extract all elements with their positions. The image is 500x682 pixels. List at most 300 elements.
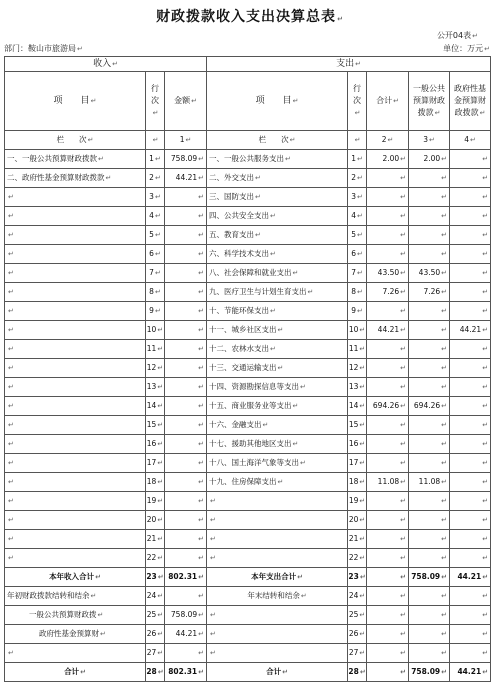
expense-total-cell-text: 11.08 [377,477,400,486]
paragraph-mark-icon: ↵ [255,231,261,239]
income-amount-cell [165,340,207,359]
paragraph-mark-icon: ↵ [8,649,14,657]
expense-item-cell [207,397,348,416]
income-item-cell [5,150,146,169]
paragraph-mark-icon: ↵ [359,478,366,486]
income-line-no-cell-text: 27 [146,648,157,657]
expense-item-cell [207,302,348,321]
paragraph-mark-icon: ↵ [482,326,489,334]
expense-total-cell [367,245,409,264]
paragraph-mark-icon: ↵ [441,364,448,372]
column-row-label: 栏 次↵ [5,131,146,150]
gov-fund-cell [450,454,491,473]
paragraph-mark-icon: ↵ [441,440,448,448]
paragraph-mark-icon: ↵ [198,231,205,239]
expense-item-cell [207,169,348,188]
expense-total-cell [367,302,409,321]
paragraph-mark-icon: ↵ [359,535,366,543]
paragraph-mark-icon: ↵ [441,573,448,581]
income-line-no-cell-text: 9 [149,306,154,315]
paragraph-mark-icon: ↵ [198,592,205,600]
income-line-no-cell-text: 1 [149,154,154,163]
paragraph-mark-icon: ↵ [441,649,448,657]
expense-item-cell [207,359,348,378]
expense-line-no-cell [348,530,367,549]
paragraph-mark-icon: ↵ [157,326,164,334]
expense-line-no-cell-text: 23 [348,572,359,581]
paragraph-mark-icon: ↵ [300,592,307,600]
gov-fund-cell [450,587,491,606]
expense-line-no-cell [348,416,367,435]
paragraph-mark-icon: ↵ [95,573,101,581]
income-item-cell-text: 年初财政拨款结转和结余 [7,591,90,600]
expense-line-no-cell-text: 21 [348,534,359,543]
income-amount-cell [165,587,207,606]
general-budget-cell [409,492,450,511]
paragraph-mark-icon: ↵ [441,516,448,524]
paragraph-mark-icon: ↵ [482,383,489,391]
department-label [4,43,83,54]
form-number [437,30,478,41]
paragraph-mark-icon: ↵ [8,440,14,448]
paragraph-mark-icon: ↵ [157,383,164,391]
table-row [5,625,491,644]
expense-total-cell [367,340,409,359]
gov-fund-cell [450,663,491,682]
income-line-no-cell-text: 11 [146,344,157,353]
expense-total-cell [367,150,409,169]
income-line-no-cell-text: 15 [146,420,157,429]
paragraph-mark-icon: ↵ [441,554,448,562]
paragraph-mark-icon: ↵ [292,440,299,448]
table-row [5,568,491,587]
paragraph-mark-icon: ↵ [359,364,366,372]
paragraph-mark-icon: ↵ [356,174,363,182]
income-line-no-cell-text: 20 [146,515,157,524]
expense-line-no-cell [348,302,367,321]
paragraph-mark-icon: ↵ [198,440,205,448]
expense-item-cell-text: 十七、援助其他地区支出 [209,439,292,448]
table-row [5,169,491,188]
paragraph-mark-icon: ↵ [8,554,14,562]
expense-total-cell [367,473,409,492]
paragraph-mark-icon: ↵ [400,174,407,182]
paragraph-mark-icon: ↵ [277,364,284,372]
gov-fund-cell [450,511,491,530]
gov-fund-cell [450,226,491,245]
paragraph-mark-icon: ↵ [356,155,363,163]
income-line-no-cell [146,302,165,321]
paragraph-mark-icon: ↵ [482,440,489,448]
income-line-no-cell-text: 24 [146,591,157,600]
paragraph-mark-icon: ↵ [441,250,448,258]
paragraph-mark-icon: ↵ [428,136,435,144]
expense-line-no-cell-text: 16 [348,439,359,448]
paragraph-mark-icon: ↵ [198,212,205,220]
income-line-no-cell-text: 19 [146,496,157,505]
paragraph-mark-icon: ↵ [472,32,478,40]
paragraph-mark-icon: ↵ [482,250,489,258]
paragraph-mark-icon: ↵ [154,250,161,258]
paragraph-mark-icon: ↵ [400,497,407,505]
expense-total-cell [367,549,409,568]
income-line-no-cell [146,150,165,169]
paragraph-mark-icon: ↵ [356,231,363,239]
paragraph-mark-icon: ↵ [77,45,83,53]
paragraph-mark-icon: ↵ [198,193,205,201]
general-budget-cell [409,226,450,245]
expense-item-cell [207,264,348,283]
income-line-no-cell [146,207,165,226]
paragraph-mark-icon: ↵ [8,421,14,429]
paragraph-mark-icon: ↵ [356,193,363,201]
column-row-blank [146,131,165,150]
paragraph-mark-icon: ↵ [441,459,448,467]
paragraph-mark-icon: ↵ [270,345,276,353]
paragraph-mark-icon: ↵ [198,250,205,258]
expense-item-cell-text: 合计 [266,667,282,676]
header-amount: 金额↵ [165,72,207,131]
expense-item-cell-text: 十一、城乡社区支出 [209,325,277,334]
expense-item-cell [207,188,348,207]
paragraph-mark-icon: ↵ [482,402,489,410]
income-item-cell [5,663,146,682]
income-item-cell [5,207,146,226]
paragraph-mark-icon: ↵ [8,288,14,296]
paragraph-mark-icon: ↵ [355,60,361,68]
paragraph-mark-icon: ↵ [441,630,448,638]
paragraph-mark-icon: ↵ [482,535,489,543]
general-budget-cell [409,549,450,568]
paragraph-mark-icon: ↵ [152,136,159,144]
income-amount-cell [165,321,207,340]
paragraph-mark-icon: ↵ [270,212,276,220]
income-item-cell [5,416,146,435]
paragraph-mark-icon: ↵ [270,250,276,258]
paragraph-mark-icon: ↵ [441,326,448,334]
expense-total-cell [367,568,409,587]
income-item-cell-text: 合计 [64,667,80,676]
gov-fund-cell-text: 44.21 [457,667,482,676]
paragraph-mark-icon: ↵ [100,630,106,638]
paragraph-mark-icon: ↵ [359,516,366,524]
expense-line-no-cell-text: 27 [348,648,359,657]
gov-fund-cell-text: 44.21 [457,572,482,581]
income-item-cell [5,188,146,207]
paragraph-mark-icon: ↵ [441,212,448,220]
section-header-row [5,57,491,72]
paragraph-mark-icon: ↵ [482,573,489,581]
expense-item-cell [207,568,348,587]
paragraph-mark-icon: ↵ [210,611,216,619]
expense-item-cell [207,416,348,435]
income-line-no-cell [146,245,165,264]
table-row [5,397,491,416]
general-budget-cell [409,169,450,188]
paragraph-mark-icon: ↵ [482,288,489,296]
expense-line-no-cell [348,606,367,625]
paragraph-mark-icon: ↵ [441,269,448,277]
income-line-no-cell [146,644,165,663]
income-item-cell [5,321,146,340]
expense-line-no-cell [348,644,367,663]
paragraph-mark-icon: ↵ [482,497,489,505]
paragraph-mark-icon: ↵ [157,497,164,505]
income-line-no-cell [146,169,165,188]
paragraph-mark-icon: ↵ [154,231,161,239]
expense-item-cell [207,473,348,492]
table-row [5,549,491,568]
paragraph-mark-icon: ↵ [441,288,448,296]
paragraph-mark-icon: ↵ [8,459,14,467]
expense-item-cell-text: 一、一般公共服务支出 [209,154,285,163]
table-row [5,359,491,378]
income-line-no-cell-text: 4 [149,211,154,220]
income-amount-cell [165,644,207,663]
expense-line-no-cell-text: 19 [348,496,359,505]
paragraph-mark-icon: ↵ [198,554,205,562]
paragraph-mark-icon: ↵ [300,383,306,391]
expense-item-cell [207,150,348,169]
paragraph-mark-icon: ↵ [105,174,112,182]
gov-fund-cell [450,283,491,302]
paragraph-mark-icon: ↵ [292,269,299,277]
paragraph-mark-icon: ↵ [97,611,104,619]
paragraph-mark-icon: ↵ [157,535,164,543]
income-line-no-cell [146,492,165,511]
expense-line-no-cell-text: 8 [351,287,356,296]
header-gov-fund: 政府性基金预算财政拨款↵ [450,72,491,131]
paragraph-mark-icon: ↵ [441,402,448,410]
paragraph-mark-icon: ↵ [154,212,161,220]
paragraph-mark-icon: ↵ [277,326,284,334]
income-line-no-cell-text: 8 [149,287,154,296]
general-budget-cell-text: 694.26 [413,401,441,410]
paragraph-mark-icon: ↵ [400,668,407,676]
income-line-no-cell-text: 16 [146,439,157,448]
paragraph-mark-icon: ↵ [210,516,216,524]
table-row [5,435,491,454]
income-item-cell [5,473,146,492]
paragraph-mark-icon: ↵ [387,136,394,144]
income-amount-cell [165,264,207,283]
paragraph-mark-icon: ↵ [157,345,164,353]
paragraph-mark-icon: ↵ [482,269,489,277]
paragraph-mark-icon: ↵ [359,459,366,467]
expense-total-cell [367,416,409,435]
expense-total-cell-text: 694.26 [372,401,400,410]
expense-total-cell [367,663,409,682]
paragraph-mark-icon: ↵ [400,326,407,334]
paragraph-mark-icon: ↵ [359,440,366,448]
gov-fund-cell-text: 44.21 [459,325,482,334]
income-line-no-cell-text: 18 [146,477,157,486]
paragraph-mark-icon: ↵ [8,307,14,315]
expense-line-no-cell-text: 1 [351,154,356,163]
paragraph-mark-icon: ↵ [210,649,216,657]
income-amount-cell [165,226,207,245]
paragraph-mark-icon: ↵ [482,611,489,619]
department-text: 部门：鞍山市旅游局 [4,44,76,53]
table-row [5,283,491,302]
paragraph-mark-icon: ↵ [356,250,363,258]
table-row [5,207,491,226]
income-line-no-cell [146,397,165,416]
fiscal-summary-table [4,56,491,682]
expense-item-cell-text: 三、国防支出 [209,192,255,201]
paragraph-mark-icon: ↵ [482,193,489,201]
paragraph-mark-icon: ↵ [154,288,161,296]
paragraph-mark-icon: ↵ [400,459,407,467]
expense-item-cell [207,511,348,530]
expense-item-cell [207,663,348,682]
expense-total-cell-text: 44.21 [377,325,400,334]
income-line-no-cell [146,435,165,454]
income-line-no-cell-text: 17 [146,458,157,467]
income-item-cell [5,302,146,321]
paragraph-mark-icon: ↵ [400,421,407,429]
paragraph-mark-icon: ↵ [400,345,407,353]
expense-item-cell [207,530,348,549]
income-item-cell [5,283,146,302]
column-row-amount: 1↵ [165,131,207,150]
expense-line-no-cell-text: 28 [348,667,359,676]
income-line-no-cell [146,321,165,340]
expense-item-cell-text: 十六、金融支出 [209,420,262,429]
paragraph-mark-icon: ↵ [482,516,489,524]
expense-item-cell-text: 五、教育支出 [209,230,255,239]
expense-line-no-cell [348,188,367,207]
expense-item-cell [207,625,348,644]
expense-item-cell [207,454,348,473]
paragraph-mark-icon: ↵ [482,155,489,163]
paragraph-mark-icon: ↵ [441,193,448,201]
paragraph-mark-icon: ↵ [484,45,490,53]
expense-line-no-cell [348,340,367,359]
paragraph-mark-icon: ↵ [482,554,489,562]
expense-line-no-cell [348,492,367,511]
title-text: 财政拨款收入支出决算总表 [156,9,337,25]
paragraph-mark-icon: ↵ [292,402,299,410]
paragraph-mark-icon: ↵ [400,516,407,524]
income-line-no-cell [146,530,165,549]
column-row-blank-expense [348,131,367,150]
paragraph-mark-icon: ↵ [400,250,407,258]
paragraph-mark-icon: ↵ [191,97,197,105]
income-line-no-cell [146,473,165,492]
income-line-no-cell-text: 21 [146,534,157,543]
general-budget-cell-text: 11.08 [418,477,441,486]
income-item-cell-text: 政府性基金预算财 [39,629,99,638]
paragraph-mark-icon: ↵ [359,554,366,562]
header-general-budget: 一般公共预算财政拨款↵ [409,72,450,131]
income-line-no-cell-text: 5 [149,230,154,239]
income-line-no-cell [146,283,165,302]
paragraph-mark-icon: ↵ [154,174,161,182]
paragraph-mark-icon: ↵ [210,535,216,543]
expense-total-cell [367,207,409,226]
expense-line-no-cell [348,568,367,587]
income-item-cell [5,340,146,359]
paragraph-mark-icon: ↵ [198,478,205,486]
paragraph-mark-icon: ↵ [479,109,486,117]
expense-item-cell [207,606,348,625]
income-amount-cell-text: 802.31 [168,572,198,581]
income-line-no-cell-text: 13 [146,382,157,391]
column-row-fund: 4↵ [450,131,491,150]
paragraph-mark-icon: ↵ [441,478,448,486]
general-budget-cell [409,644,450,663]
paragraph-mark-icon: ↵ [356,288,363,296]
income-line-no-cell [146,663,165,682]
paragraph-mark-icon: ↵ [400,212,407,220]
expense-total-cell [367,188,409,207]
paragraph-mark-icon: ↵ [80,668,86,676]
expense-line-no-cell [348,207,367,226]
paragraph-mark-icon: ↵ [400,155,407,163]
general-budget-cell-text: 2.00 [423,154,441,163]
general-budget-cell-text: 758.09 [411,667,441,676]
income-line-no-cell [146,188,165,207]
expense-total-cell-text: 7.26 [382,287,400,296]
expense-line-no-cell [348,625,367,644]
paragraph-mark-icon: ↵ [90,97,97,105]
gov-fund-cell [450,644,491,663]
table-row [5,644,491,663]
gov-fund-cell [450,302,491,321]
income-amount-cell [165,530,207,549]
paragraph-mark-icon: ↵ [400,383,407,391]
paragraph-mark-icon: ↵ [157,516,164,524]
paragraph-mark-icon: ↵ [441,231,448,239]
expense-item-cell [207,226,348,245]
expense-item-cell [207,644,348,663]
expense-item-cell [207,435,348,454]
paragraph-mark-icon: ↵ [300,459,306,467]
income-line-no-cell [146,625,165,644]
expense-item-cell [207,321,348,340]
paragraph-mark-icon: ↵ [289,136,296,144]
income-line-no-cell-text: 12 [146,363,157,372]
paragraph-mark-icon: ↵ [198,459,205,467]
gov-fund-cell [450,397,491,416]
paragraph-mark-icon: ↵ [359,345,366,353]
expense-line-no-cell [348,359,367,378]
general-budget-cell [409,283,450,302]
expense-total-cell-text: 43.50 [377,268,400,277]
expense-line-no-cell-text: 9 [351,306,356,315]
paragraph-mark-icon: ↵ [441,535,448,543]
expense-line-no-cell-text: 15 [348,420,359,429]
paragraph-mark-icon: ↵ [157,478,164,486]
general-budget-cell [409,302,450,321]
paragraph-mark-icon: ↵ [482,668,489,676]
paragraph-mark-icon: ↵ [198,383,205,391]
expense-total-cell [367,226,409,245]
income-amount-cell [165,473,207,492]
paragraph-mark-icon: ↵ [157,611,164,619]
column-row-total: 2↵ [367,131,409,150]
expense-item-cell [207,283,348,302]
paragraph-mark-icon: ↵ [262,421,269,429]
general-budget-cell [409,397,450,416]
income-amount-cell-text: 758.09 [170,610,198,619]
gov-fund-cell [450,188,491,207]
income-amount-cell [165,625,207,644]
general-budget-cell [409,454,450,473]
paragraph-mark-icon: ↵ [8,535,14,543]
paragraph-mark-icon: ↵ [198,269,205,277]
